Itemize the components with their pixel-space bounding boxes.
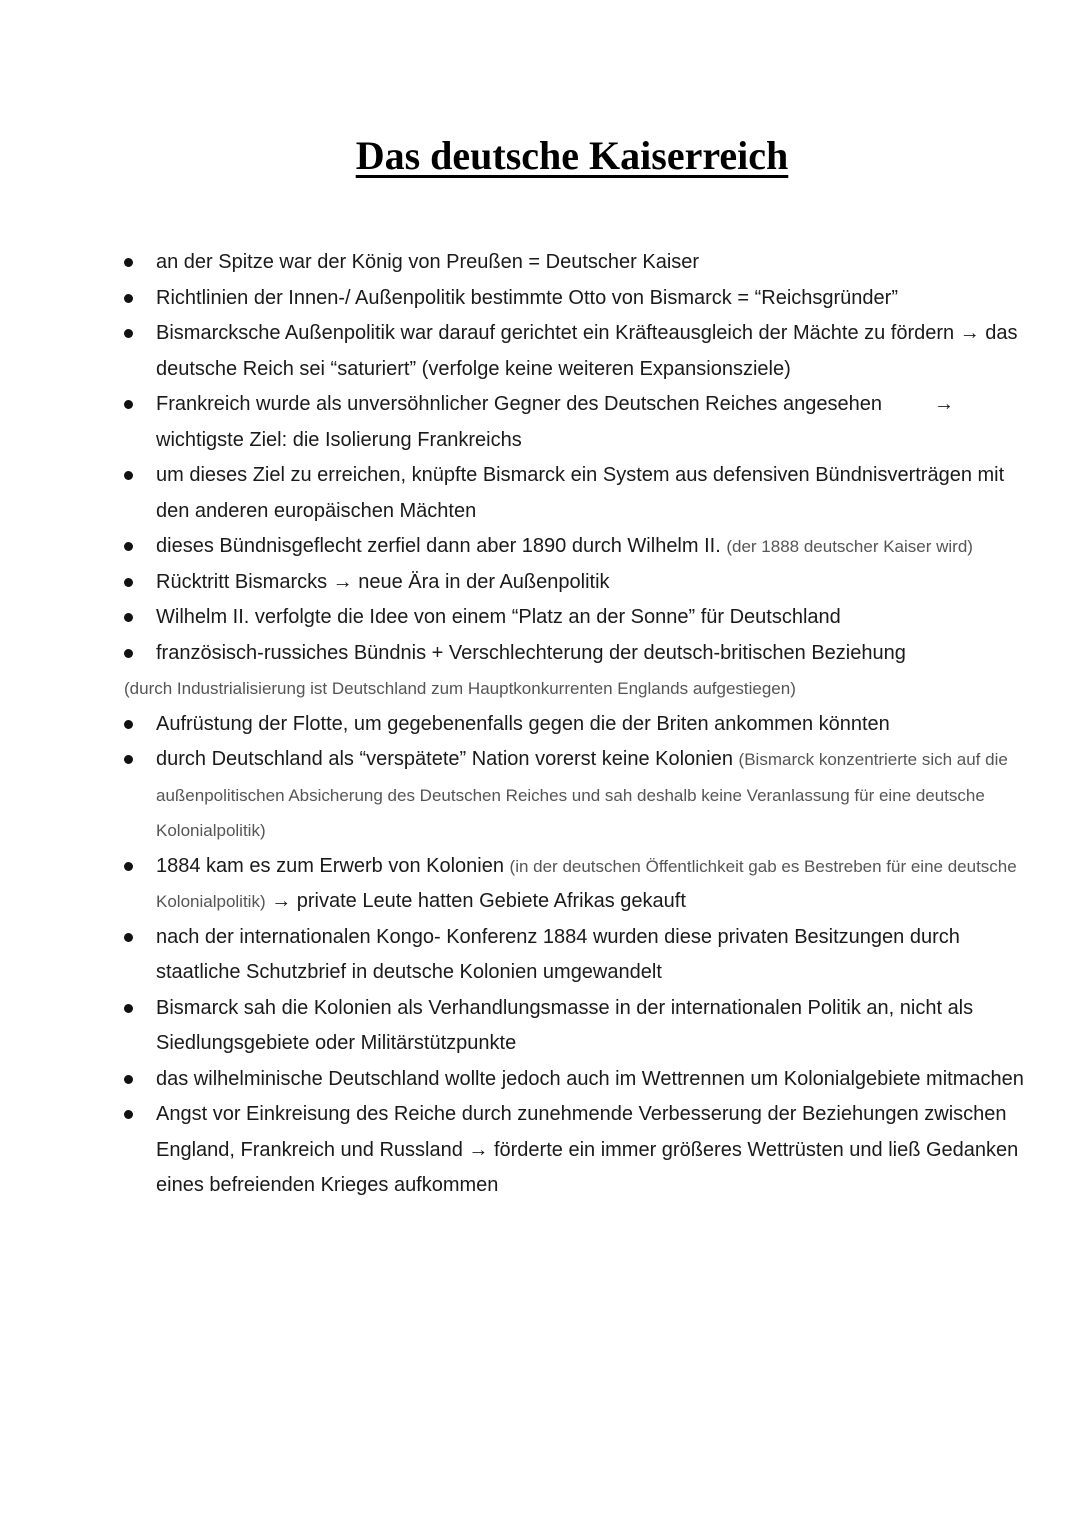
bullet-icon [124, 933, 133, 942]
bullet-icon [124, 471, 133, 480]
list-item: französisch-russiches Bündnis + Verschlechterung der deutsch-britischen Beziehung [0, 636, 1080, 672]
list-item: das wilhelminische Deutschland wollte jedoch auch im Wettrennen um Kolonialgebiete mitmachen [0, 1062, 1080, 1098]
bullet-list [0, 245, 1080, 1204]
bullet-icon [124, 329, 133, 338]
bullet-icon [124, 755, 133, 764]
list-item: dieses Bündnisgeflecht zerfiel dann aber 1890 durch Wilhelm II. (der 1888 deutscher Kaiser wird) [0, 529, 1080, 565]
list-item: Angst vor Einkreisung des Reiche durch zunehmende Verbesserung der Beziehungen zwischen England, Frankreich und Russland → förderte ein immer größeres Wettrüsten und ließ Gedanken eines befreienden Krieges aufkommen [0, 1097, 1080, 1204]
list-item: Wilhelm II. verfolgte die Idee von einem “Platz an der Sonne” für Deutschland [0, 600, 1080, 636]
bullet-icon [124, 294, 133, 303]
list-item: Aufrüstung der Flotte, um gegebenenfalls gegen die der Briten ankommen könnten [0, 707, 1080, 743]
bullet-icon [124, 720, 133, 729]
bullet-icon [124, 1004, 133, 1013]
arrow-icon: → [933, 393, 954, 415]
list-item: Richtlinien der Innen-/ Außenpolitik bestimmte Otto von Bismarck = “Reichsgründer” [0, 281, 1080, 317]
bullet-icon [124, 613, 133, 622]
list-item: um dieses Ziel zu erreichen, knüpfte Bismarck ein System aus defensiven Bündnisverträgen mit den anderen europäischen Mächten [0, 458, 1080, 529]
list-item: Rücktritt Bismarcks → neue Ära in der Außenpolitik [0, 565, 1080, 601]
bullet-icon [124, 649, 133, 658]
bullet-icon [124, 1075, 133, 1084]
bullet-icon [124, 542, 133, 551]
list-item: Bismarck sah die Kolonien als Verhandlungsmasse in der internationalen Politik an, nicht als Siedlungsgebiete oder Militärstützpunkte [0, 991, 1080, 1062]
list-item: 1884 kam es zum Erwerb von Kolonien (in der deutschen Öffentlichkeit gab es Bestreben für eine deutsche Kolonialpolitik) → private Leute hatten Gebiete Afrikas gekauft [0, 849, 1080, 920]
list-item: nach der internationalen Kongo- Konferenz 1884 wurden diese privaten Besitzungen durch staatliche Schutzbrief in deutsche Kolonien umgewandelt [0, 920, 1080, 991]
bullet-icon [124, 578, 133, 587]
bullet-icon [124, 400, 133, 409]
list-item: Frankreich wurde als unversöhnlicher Gegner des Deutschen Reiches angesehen → wichtigste Ziel: die Isolierung Frankreichs [0, 387, 1080, 458]
list-item: an der Spitze war der König von Preußen = Deutscher Kaiser [0, 245, 1080, 281]
note-text: (durch Industrialisierung ist Deutschland zum Hauptkonkurrenten Englands aufgestiegen) [124, 679, 796, 698]
list-item: Bismarcksche Außenpolitik war darauf gerichtet ein Kräfteausgleich der Mächte zu fördern → das deutsche Reich sei “saturiert” (verfolge keine weiteren Expansionsziele) [0, 316, 1080, 387]
bullet-icon [124, 1110, 133, 1119]
list-item: durch Deutschland als “verspätete” Nation vorerst keine Kolonien (Bismarck konzentrierte sich auf die außenpolitischen Absicherung des Deutschen Reiches und sah deshalb keine Veranlassung für eine deutsche Kolonialpolitik) [0, 742, 1080, 849]
bullet-icon [124, 862, 133, 871]
bullet-icon [124, 258, 133, 267]
page-title: Das deutsche Kaiserreich [355, 133, 789, 178]
